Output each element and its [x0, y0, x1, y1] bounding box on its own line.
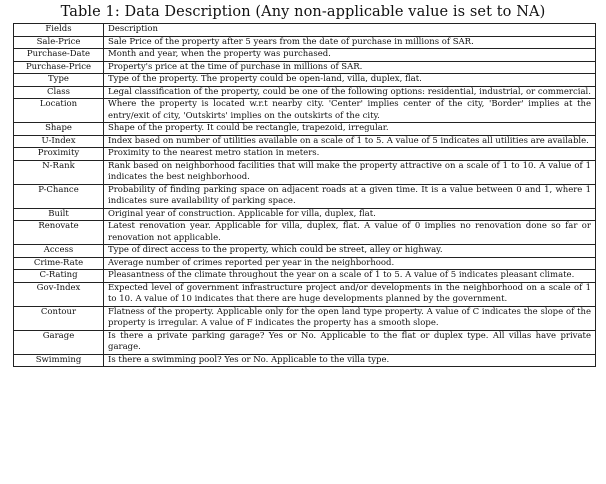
table-row: [14, 148, 596, 161]
field-name: Contour: [14, 306, 104, 330]
field-name: Renovate: [14, 221, 104, 245]
field-name: U-Index: [14, 135, 104, 148]
table-body: [14, 36, 596, 367]
field-description: Month and year, when the property was purchased.: [104, 49, 596, 62]
field-description: Probability of finding parking space on adjacent roads at a given time. It is a value between 0 and 1, where 1 indicates sure availability of parking space.: [104, 184, 596, 208]
table-row: [14, 221, 596, 245]
table-row: [14, 61, 596, 74]
table-row: [14, 330, 596, 354]
field-name: Built: [14, 208, 104, 221]
field-description: Flatness of the property. Applicable only for the open land type property. A value of C indicates the slope of the property is irregular. A value of F indicates the property has a smooth slope.: [104, 306, 596, 330]
field-name: Access: [14, 245, 104, 258]
table-row: [14, 36, 596, 49]
table-row: [14, 257, 596, 270]
field-name: Shape: [14, 123, 104, 136]
table-row: [14, 270, 596, 283]
field-description: Rank based on neighborhood facilities that will make the property attractive on a scale of 1 to 10. A value of 1 indicates the best neighborhood.: [104, 160, 596, 184]
field-description: Type of direct access to the property, which could be street, alley or highway.: [104, 245, 596, 258]
table-row: [14, 208, 596, 221]
column-header-fields: Fields: [14, 24, 104, 37]
table-row: [14, 160, 596, 184]
field-description: Property's price at the time of purchase in millions of SAR.: [104, 61, 596, 74]
table-row: [14, 86, 596, 99]
table-row: [14, 184, 596, 208]
field-name: P-Chance: [14, 184, 104, 208]
table-row: [14, 49, 596, 62]
table-row: [14, 123, 596, 136]
table-row: [14, 282, 596, 306]
field-name: Garage: [14, 330, 104, 354]
field-name: Purchase-Date: [14, 49, 104, 62]
field-description: Original year of construction. Applicable for villa, duplex, flat.: [104, 208, 596, 221]
field-description: Is there a private parking garage? Yes or No. Applicable to the flat or duplex type. All villas have private garage.: [104, 330, 596, 354]
field-name: Type: [14, 74, 104, 87]
field-description: Proximity to the nearest metro station in meters.: [104, 148, 596, 161]
field-name: Class: [14, 86, 104, 99]
field-name: Sale-Price: [14, 36, 104, 49]
field-description: Where the property is located w.r.t nearby city. 'Center' implies center of the city, 'Border' implies at the entry/exit of city, 'Outskirts' implies on the outskirts of the city.: [104, 99, 596, 123]
table-caption: Table 1: Data Description (Any non-applicable value is set to NA): [60, 4, 546, 20]
table-row: [14, 74, 596, 87]
field-name: Proximity: [14, 148, 104, 161]
field-name: Gov-Index: [14, 282, 104, 306]
field-description: Type of the property. The property could be open-land, villa, duplex, flat.: [104, 74, 596, 87]
field-name: C-Rating: [14, 270, 104, 283]
field-description: Shape of the property. It could be rectangle, trapezoid, irregular.: [104, 123, 596, 136]
table-header-row: [14, 24, 596, 37]
column-header-description: Description: [104, 24, 596, 37]
table-row: [14, 245, 596, 258]
field-name: Swimming: [14, 354, 104, 367]
field-description: Legal classification of the property, could be one of the following options: residential, industrial, or commercial.: [104, 86, 596, 99]
field-description: Sale Price of the property after 5 years from the date of purchase in millions of SAR.: [104, 36, 596, 49]
field-description: Expected level of government infrastructure project and/or developments in the neighborhood on a scale of 1 to 10. A value of 10 indicates that there are huge developments planned by the government.: [104, 282, 596, 306]
field-description: Average number of crimes reported per year in the neighborhood.: [104, 257, 596, 270]
field-name: Purchase-Price: [14, 61, 104, 74]
field-name: N-Rank: [14, 160, 104, 184]
field-name: Location: [14, 99, 104, 123]
field-description: Latest renovation year. Applicable for villa, duplex, flat. A value of 0 implies no renovation done so far or renovation not applicable.: [104, 221, 596, 245]
data-description-table: [13, 23, 596, 367]
table-row: [14, 135, 596, 148]
table-row: [14, 99, 596, 123]
field-description: Pleasantness of the climate throughout the year on a scale of 1 to 5. A value of 5 indicates pleasant climate.: [104, 270, 596, 283]
field-description: Is there a swimming pool? Yes or No. Applicable to the villa type.: [104, 354, 596, 367]
field-description: Index based on number of utilities available on a scale of 1 to 5. A value of 5 indicates all utilities are available.: [104, 135, 596, 148]
table-row: [14, 306, 596, 330]
table-row: [14, 354, 596, 367]
field-name: Crime-Rate: [14, 257, 104, 270]
